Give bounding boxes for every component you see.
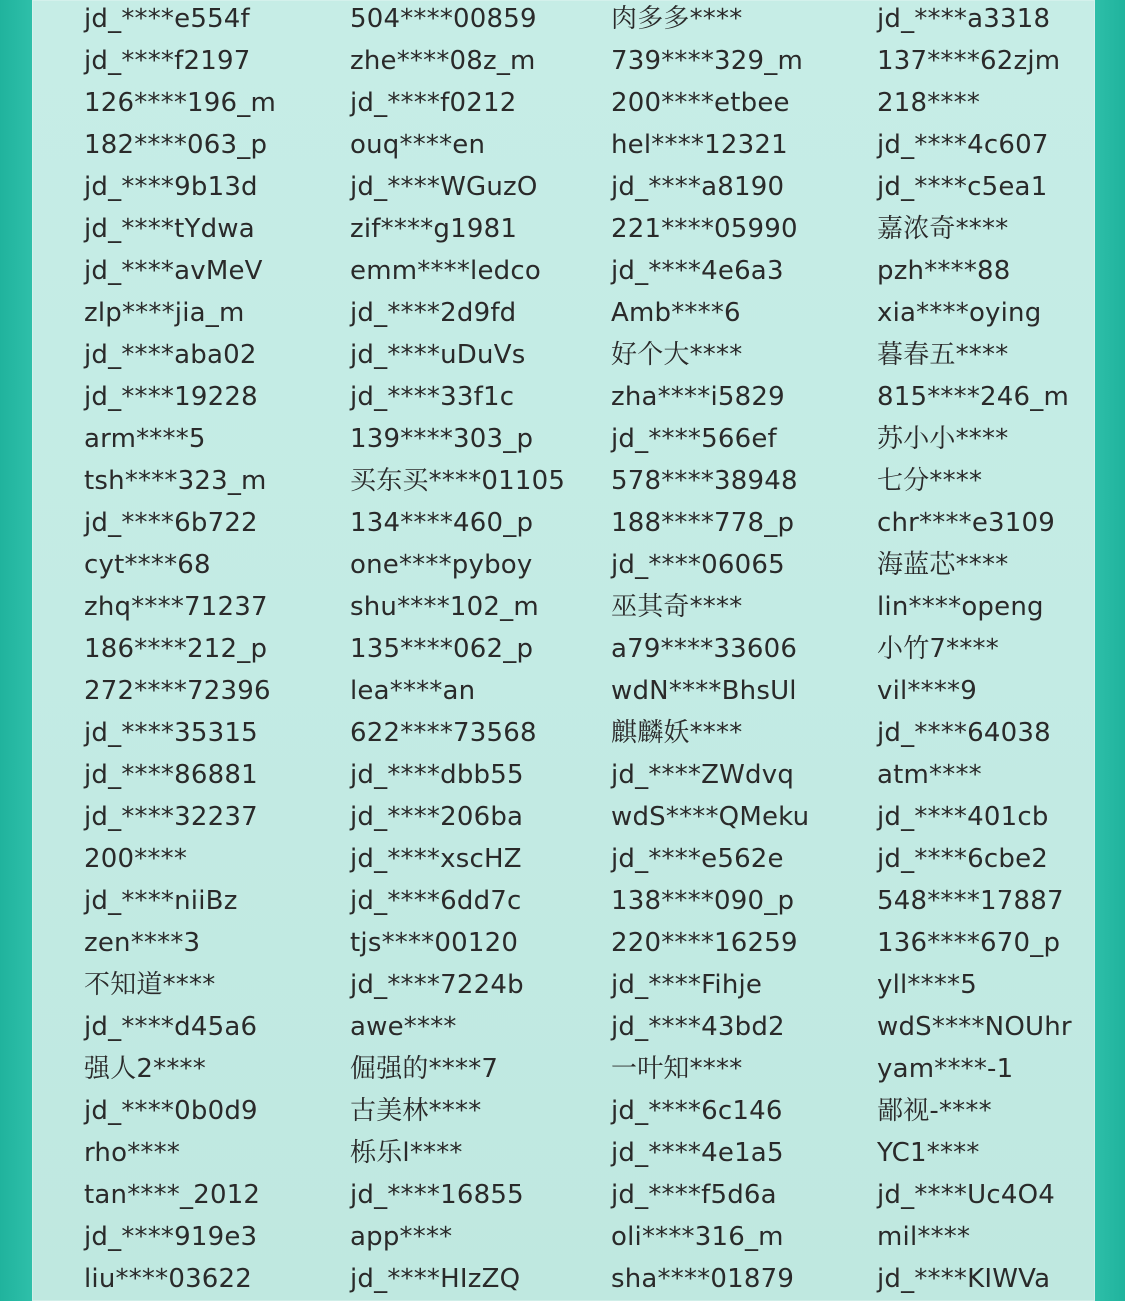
winner-name: tan****_2012 — [84, 1180, 261, 1210]
winner-row — [32, 838, 1095, 880]
winner-name: jd_****ZWdvq — [611, 760, 795, 790]
winner-name: 200**** — [84, 844, 188, 874]
winner-name: 嘉浓奇**** — [877, 214, 1009, 244]
winner-name: jd_****7224b — [350, 970, 524, 1000]
winner-name: jd_****avMeV — [84, 256, 263, 286]
winner-name: 136****670_p — [877, 928, 1061, 958]
winner-row — [32, 208, 1095, 250]
winner-name: xia****oying — [877, 298, 1042, 328]
winner-name: lin****openg — [877, 592, 1044, 622]
winner-row — [32, 712, 1095, 754]
winner-name: cyt****68 — [84, 550, 211, 580]
winner-name: 186****212_p — [84, 634, 268, 664]
winner-name: emm****ledco — [350, 256, 541, 286]
winner-name: tjs****00120 — [350, 928, 519, 958]
winner-name: jd_****tYdwa — [84, 214, 255, 244]
winner-name: jd_****Fihje — [611, 970, 763, 1000]
winner-name: chr****e3109 — [877, 508, 1056, 538]
winner-row — [32, 1006, 1095, 1048]
winner-name: jd_****919e3 — [84, 1222, 258, 1252]
winner-name: jd_****6dd7c — [350, 886, 522, 916]
winner-name: a79****33606 — [611, 634, 798, 664]
winner-name: 暮春五**** — [877, 340, 1009, 370]
winner-row — [32, 1174, 1095, 1216]
winner-name: 272****72396 — [84, 676, 271, 706]
winner-name: shu****102_m — [350, 592, 539, 622]
winner-name: jd_****aba02 — [84, 340, 257, 370]
winner-row — [32, 670, 1095, 712]
winner-row — [32, 1258, 1095, 1300]
winner-name: 218**** — [877, 88, 981, 118]
winner-name: wdN****BhsUl — [611, 676, 797, 706]
winner-name: atm**** — [877, 760, 982, 790]
winner-name: 七分**** — [877, 466, 983, 496]
winner-name: one****pyboy — [350, 550, 533, 580]
winner-name: zen****3 — [84, 928, 201, 958]
winner-name: jd_****64038 — [877, 718, 1051, 748]
winner-name: jd_****WGuzO — [350, 172, 538, 202]
winner-name: jd_****4c607 — [877, 130, 1049, 160]
winner-name: jd_****6b722 — [84, 508, 258, 538]
winner-name: 126****196_m — [84, 88, 276, 118]
winner-name: jd_****19228 — [84, 382, 258, 412]
winner-name: jd_****f0212 — [350, 88, 517, 118]
winner-row — [32, 1090, 1095, 1132]
winner-row — [32, 1132, 1095, 1174]
winner-name: jd_****2d9fd — [350, 298, 517, 328]
winner-name: wdS****QMeku — [611, 802, 810, 832]
winner-row — [32, 796, 1095, 838]
winner-name: jd_****e554f — [84, 4, 250, 34]
winner-name: jd_****f2197 — [84, 46, 251, 76]
winner-list-grid — [32, 0, 1095, 1300]
winner-name: Amb****6 — [611, 298, 741, 328]
winner-name: 622****73568 — [350, 718, 537, 748]
winner-row — [32, 0, 1095, 40]
winner-name: app**** — [350, 1222, 453, 1252]
winner-row — [32, 880, 1095, 922]
winner-name: jd_****f5d6a — [611, 1180, 777, 1210]
winner-name: tsh****323_m — [84, 466, 267, 496]
winner-row — [32, 754, 1095, 796]
winner-name: 海蓝芯**** — [877, 550, 1009, 580]
winner-name: 138****090_p — [611, 886, 795, 916]
winner-name: jd_****xscHZ — [350, 844, 522, 874]
winner-name: jd_****86881 — [84, 760, 258, 790]
winner-name: 739****329_m — [611, 46, 803, 76]
winner-row — [32, 1048, 1095, 1090]
winner-name: 504****00859 — [350, 4, 537, 34]
winner-name: 苏小小**** — [877, 424, 1009, 454]
winner-row — [32, 460, 1095, 502]
winner-name: yll****5 — [877, 970, 977, 1000]
winner-name: 135****062_p — [350, 634, 534, 664]
winner-name: jd_****niiBz — [84, 886, 238, 916]
winner-name: 188****778_p — [611, 508, 795, 538]
winner-row — [32, 628, 1095, 670]
winner-name: zha****i5829 — [611, 382, 785, 412]
winner-name: jd_****16855 — [350, 1180, 524, 1210]
winner-name: oli****316_m — [611, 1222, 784, 1252]
winner-name: 200****etbee — [611, 88, 790, 118]
winner-name: jd_****a8190 — [611, 172, 785, 202]
winner-name: jd_****9b13d — [84, 172, 258, 202]
winner-name: lea****an — [350, 676, 476, 706]
winner-name: jd_****43bd2 — [611, 1012, 785, 1042]
winner-name: jd_****6cbe2 — [877, 844, 1049, 874]
winner-name: jd_****4e1a5 — [611, 1138, 784, 1168]
winner-name: jd_****Uc4O4 — [877, 1180, 1056, 1210]
winner-name: 815****246_m — [877, 382, 1069, 412]
winner-name: vil****9 — [877, 676, 977, 706]
winner-name: arm****5 — [84, 424, 206, 454]
winner-name: 肉多多**** — [611, 4, 743, 34]
winner-name: jd_****06065 — [611, 550, 785, 580]
winner-name: 不知道**** — [84, 970, 216, 1000]
winner-name: 强人2**** — [84, 1054, 206, 1084]
winner-name: jd_****35315 — [84, 718, 258, 748]
winner-name: 小竹7**** — [877, 634, 999, 664]
winner-row — [32, 82, 1095, 124]
winner-name: awe**** — [350, 1012, 457, 1042]
winner-name: 220****16259 — [611, 928, 798, 958]
winner-row — [32, 1216, 1095, 1258]
winner-name: 一叶知**** — [611, 1054, 743, 1084]
winner-name: 栎乐l**** — [350, 1138, 463, 1168]
winner-name: pzh****88 — [877, 256, 1011, 286]
winner-name: jd_****401cb — [877, 802, 1049, 832]
winner-name: 134****460_p — [350, 508, 534, 538]
winner-name: jd_****a3318 — [877, 4, 1051, 34]
winner-name: liu****03622 — [84, 1264, 253, 1294]
winner-name: 139****303_p — [350, 424, 534, 454]
winner-row — [32, 292, 1095, 334]
winner-row — [32, 124, 1095, 166]
winner-name: 麒麟妖**** — [611, 718, 743, 748]
winner-name: 578****38948 — [611, 466, 798, 496]
winner-name: zhe****08z_m — [350, 46, 536, 76]
winner-name: jd_****e562e — [611, 844, 784, 874]
winner-name: 137****62zjm — [877, 46, 1061, 76]
winner-name: jd_****566ef — [611, 424, 777, 454]
winner-name: jd_****dbb55 — [350, 760, 524, 790]
winner-list-panel — [32, 0, 1095, 1301]
winner-row — [32, 334, 1095, 376]
winner-name: yam****-1 — [877, 1054, 1014, 1084]
winner-row — [32, 544, 1095, 586]
winner-row — [32, 418, 1095, 460]
winner-name: sha****01879 — [611, 1264, 795, 1294]
winner-row — [32, 922, 1095, 964]
winner-name: 倔强的****7 — [350, 1054, 499, 1084]
winner-row — [32, 250, 1095, 292]
winner-name: jd_****d45a6 — [84, 1012, 258, 1042]
winner-name: 鄙视-**** — [877, 1096, 992, 1126]
winner-name: 古美林**** — [350, 1096, 482, 1126]
winner-name: wdS****NOUhr — [877, 1012, 1072, 1042]
winner-row — [32, 502, 1095, 544]
winner-name: YC1**** — [877, 1138, 980, 1168]
winner-name: jd_****KIWVa — [877, 1264, 1051, 1294]
winner-name: 买东买****01105 — [350, 466, 566, 496]
winner-name: zhq****71237 — [84, 592, 268, 622]
winner-name: 221****05990 — [611, 214, 798, 244]
winner-name: jd_****4e6a3 — [611, 256, 784, 286]
winner-name: jd_****uDuVs — [350, 340, 526, 370]
winner-name: 548****17887 — [877, 886, 1064, 916]
winner-name: zlp****jia_m — [84, 298, 245, 328]
winner-row — [32, 166, 1095, 208]
winner-name: 182****063_p — [84, 130, 268, 160]
winner-name: 好个大**** — [611, 340, 743, 370]
winner-name: mil**** — [877, 1222, 971, 1252]
winner-name: jd_****33f1c — [350, 382, 515, 412]
winner-name: 巫其奇**** — [611, 592, 743, 622]
winner-row — [32, 964, 1095, 1006]
winner-name: ouq****en — [350, 130, 486, 160]
winner-name: jd_****0b0d9 — [84, 1096, 258, 1126]
winner-name: jd_****206ba — [350, 802, 524, 832]
winner-name: jd_****32237 — [84, 802, 258, 832]
winner-name: jd_****HIzZQ — [350, 1264, 521, 1294]
winner-row — [32, 40, 1095, 82]
winner-name: jd_****6c146 — [611, 1096, 783, 1126]
winner-name: zif****g1981 — [350, 214, 518, 244]
winner-name: jd_****c5ea1 — [877, 172, 1048, 202]
winner-name: hel****12321 — [611, 130, 788, 160]
winner-row — [32, 376, 1095, 418]
winner-name: rho**** — [84, 1138, 181, 1168]
winner-row — [32, 586, 1095, 628]
